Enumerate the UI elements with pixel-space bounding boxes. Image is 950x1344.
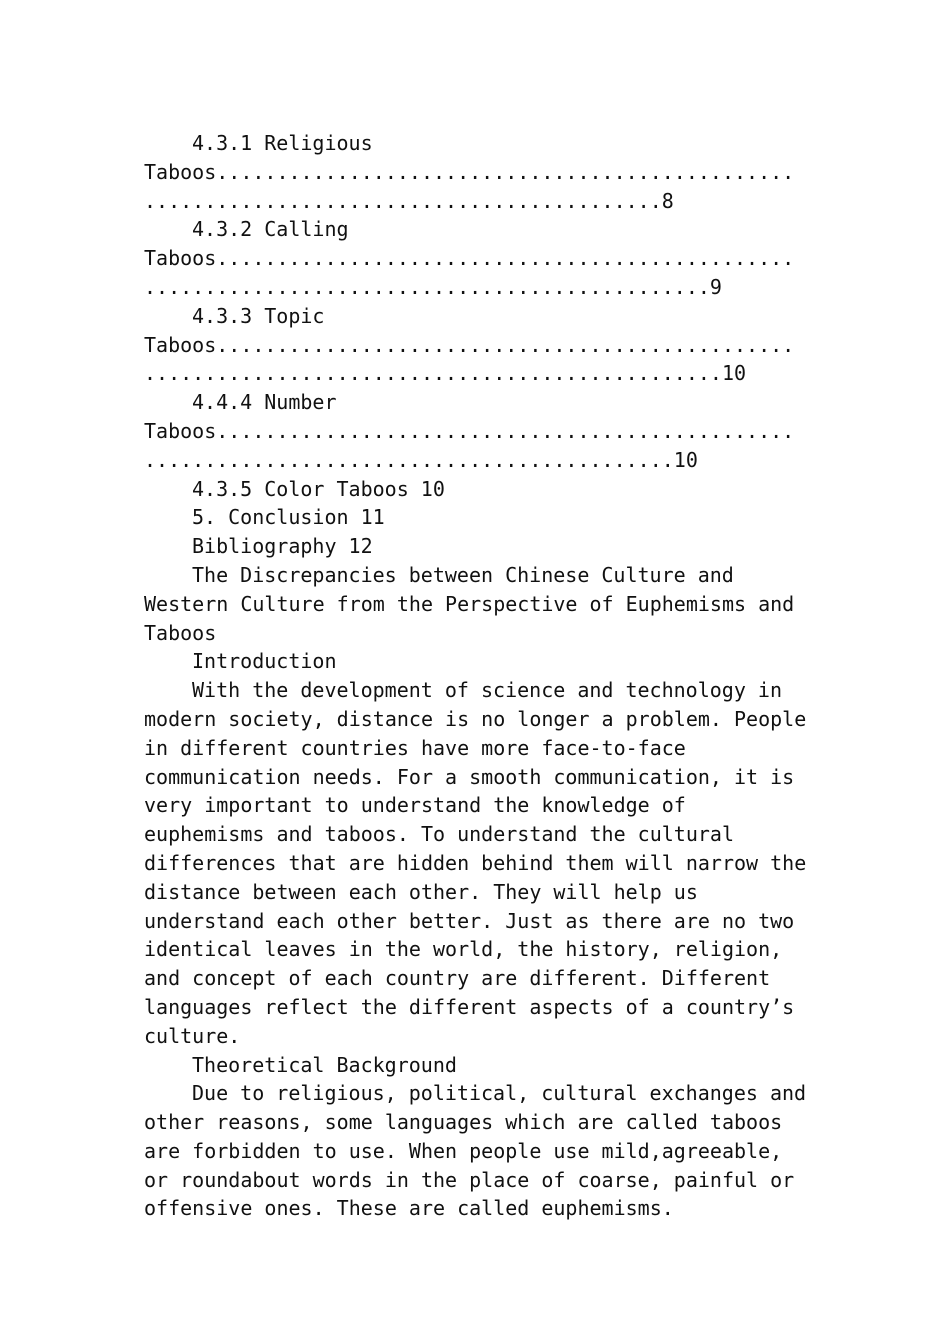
toc-entry-calling-taboos <box>144 215 816 301</box>
document-page <box>144 129 816 1223</box>
document-title <box>144 561 816 647</box>
toc-leader-page: ...............................................9 <box>144 274 722 299</box>
toc-heading: 4.4.4 Number <box>192 390 337 415</box>
paragraph-line: identical leaves in the world, the history, religion, <box>144 937 783 962</box>
paragraph-line: Due to religious, political, cultural exchanges and <box>192 1081 807 1106</box>
paragraph-line: differences that are hidden behind them will narrow the <box>144 850 807 875</box>
toc-entry-topic-taboos <box>144 302 816 388</box>
paragraph-line: languages reflect the different aspects of a country’s <box>144 994 795 1019</box>
paragraph-line: With the development of science and technology in <box>192 678 783 703</box>
paragraph-line: culture. <box>144 1023 241 1048</box>
toc-heading: 4.3.3 Topic <box>192 303 325 328</box>
paragraph-line: are forbidden to use. When people use mild,agreeable, <box>144 1138 783 1163</box>
paragraph-line: very important to understand the knowledge of <box>144 793 686 818</box>
toc-entry-bibliography: Bibliography 12 <box>192 534 373 559</box>
title-line: The Discrepancies between Chinese Culture and <box>192 562 734 587</box>
toc-leader: Taboos................................................ <box>144 332 795 357</box>
toc-leader-page: ............................................10 <box>144 447 698 472</box>
toc-leader: Taboos................................................ <box>144 418 795 443</box>
paragraph-line: understand each other better. Just as there are no two <box>144 908 795 933</box>
toc-leader-page: ................................................10 <box>144 361 747 386</box>
paragraph-line: distance between each other. They will help us <box>144 879 698 904</box>
toc-leader-page: ...........................................8 <box>144 188 674 213</box>
toc-entry-conclusion: 5. Conclusion 11 <box>192 505 385 530</box>
toc-heading: 4.3.1 Religious <box>192 131 373 155</box>
paragraph-line: or roundabout words in the place of coarse, painful or <box>144 1167 795 1192</box>
background-heading: Theoretical Background <box>192 1052 457 1077</box>
toc-leader: Taboos................................................ <box>144 159 795 184</box>
paragraph-line: modern society, distance is no longer a problem. People <box>144 706 807 731</box>
paragraph-line: offensive ones. These are called euphemisms. <box>144 1196 674 1221</box>
paragraph-line: and concept of each country are different. Different <box>144 966 771 991</box>
toc-entry-religious-taboos <box>144 129 816 215</box>
introduction-heading: Introduction <box>192 649 337 674</box>
toc-entry-number-taboos <box>144 388 816 474</box>
paragraph-line: in different countries have more face-to-face <box>144 735 686 760</box>
paragraph-line: other reasons, some languages which are called taboos <box>144 1110 783 1135</box>
toc-heading: 4.3.2 Calling <box>192 217 349 242</box>
toc-entry-color-taboos: 4.3.5 Color Taboos 10 <box>192 476 445 501</box>
paragraph-line: euphemisms and taboos. To understand the cultural <box>144 822 735 847</box>
introduction-paragraph <box>144 676 816 1050</box>
title-line: Western Culture from the Perspective of Euphemisms and <box>144 591 795 616</box>
paragraph-line: communication needs. For a smooth communication, it is <box>144 764 795 789</box>
toc-leader: Taboos................................................ <box>144 246 795 271</box>
background-paragraph <box>144 1079 816 1223</box>
title-line: Taboos <box>144 620 217 645</box>
